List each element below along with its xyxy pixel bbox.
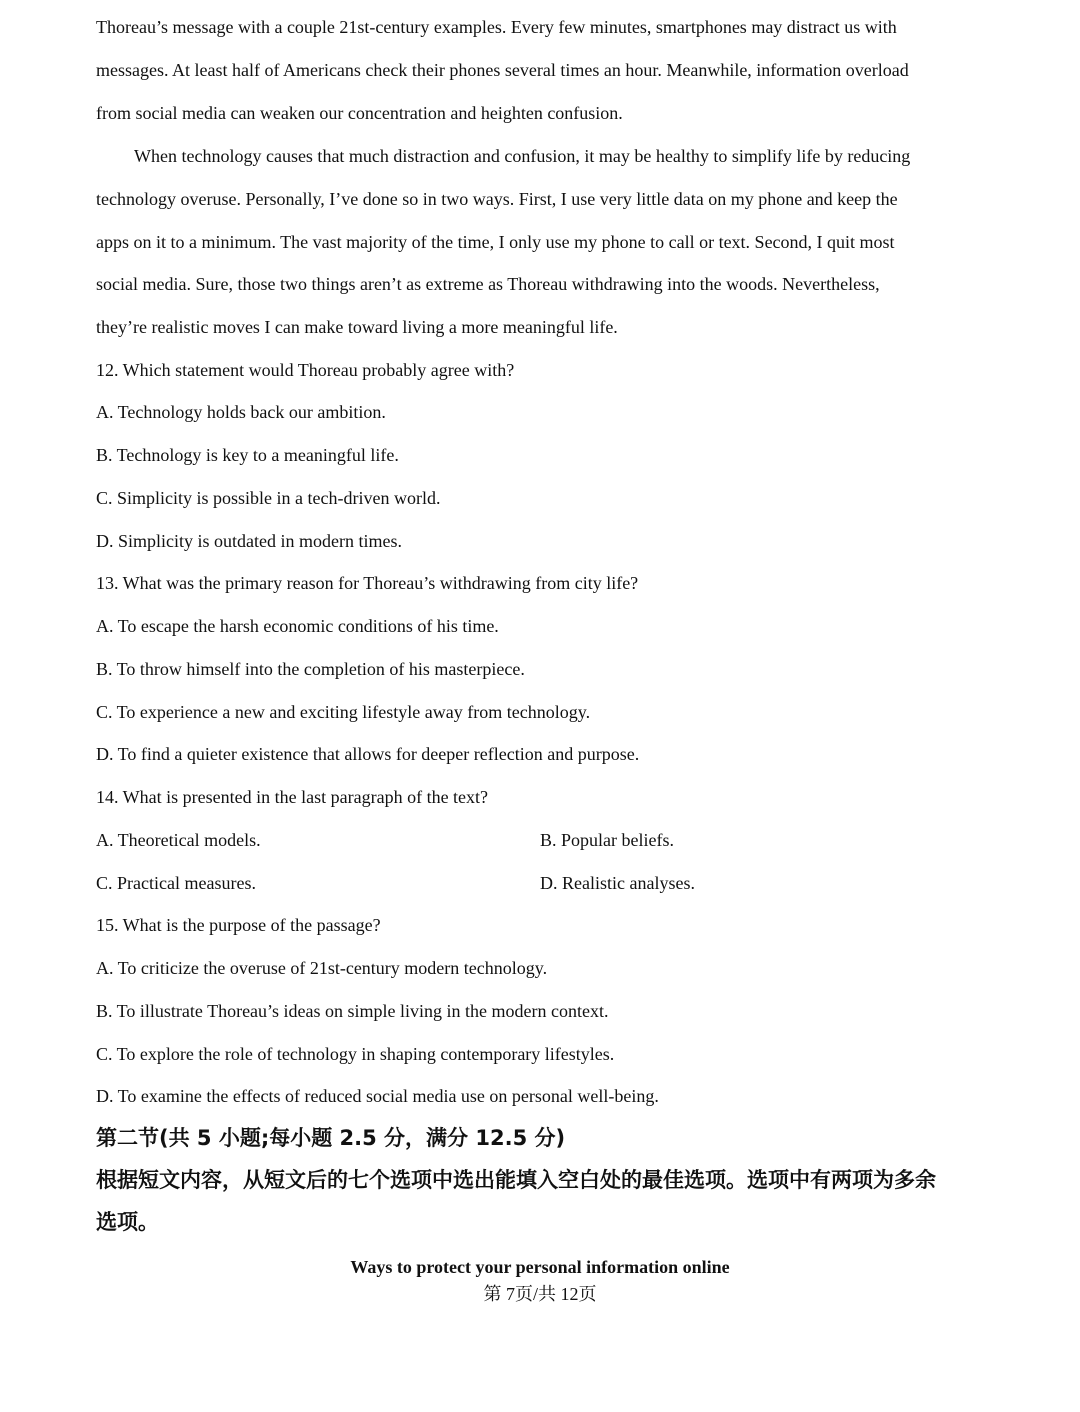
question-12-option-a: A. Technology holds back our ambition. (96, 402, 386, 422)
question-13-stem: 13. What was the primary reason for Thoreau’s withdrawing from city life? (96, 573, 639, 593)
question-14-option-b: B. Popular beliefs. (540, 830, 674, 850)
passage-title: Ways to protect your personal information online (350, 1257, 730, 1277)
section-heading: 第二节(共 5 小题;每小题 2.5 分，满分 12.5 分) (96, 1126, 566, 1150)
question-14-option-a: A. Theoretical models. (96, 830, 261, 850)
passage-line: technology overuse. Personally, I’ve done so in two ways. First, I use very little data on my phone and keep the (96, 189, 898, 209)
question-14-stem: 14. What is presented in the last paragraph of the text? (96, 787, 489, 807)
passage-line: they’re realistic moves I can make toward living a more meaningful life. (96, 317, 618, 337)
question-15-option-c: C. To explore the role of technology in shaping contemporary lifestyles. (96, 1044, 615, 1064)
question-14-option-c: C. Practical measures. (96, 873, 256, 893)
question-12-stem: 12. Which statement would Thoreau probably agree with? (96, 360, 515, 380)
question-14-option-d: D. Realistic analyses. (540, 873, 695, 893)
question-12-option-c: C. Simplicity is possible in a tech-driven world. (96, 488, 441, 508)
question-13-option-a: A. To escape the harsh economic conditions of his time. (96, 616, 499, 636)
question-13-option-b: B. To throw himself into the completion of his masterpiece. (96, 659, 525, 679)
question-12-option-d: D. Simplicity is outdated in modern times. (96, 531, 402, 551)
passage-line: apps on it to a minimum. The vast majority of the time, I only use my phone to call or text. Second, I quit most (96, 232, 895, 252)
question-13-option-c: C. To experience a new and exciting lifestyle away from technology. (96, 702, 591, 722)
passage-line: social media. Sure, those two things aren’t as extreme as Thoreau withdrawing into the woods. Nevertheless, (96, 274, 880, 294)
page-number: 第 7页/共 12页 (483, 1284, 597, 1304)
question-13-option-d: D. To find a quieter existence that allows for deeper reflection and purpose. (96, 744, 640, 764)
question-15-option-d: D. To examine the effects of reduced social media use on personal well-being. (96, 1086, 659, 1106)
passage-line: messages. At least half of Americans check their phones several times an hour. Meanwhile, information overload (96, 60, 909, 80)
section-instructions-line: 根据短文内容，从短文后的七个选项中选出能填入空白处的最佳选项。选项中有两项为多余 (96, 1168, 936, 1192)
question-15-option-b: B. To illustrate Thoreau’s ideas on simple living in the modern context. (96, 1001, 609, 1021)
passage-line: When technology causes that much distraction and confusion, it may be healthy to simplify life by reducing (134, 146, 911, 166)
question-12-option-b: B. Technology is key to a meaningful life. (96, 445, 399, 465)
section-instructions-line: 选项。 (96, 1210, 159, 1234)
passage-line: from social media can weaken our concentration and heighten confusion. (96, 103, 623, 123)
passage-line: Thoreau’s message with a couple 21st-century examples. Every few minutes, smartphones may distract us with (96, 17, 897, 37)
question-15-stem: 15. What is the purpose of the passage? (96, 915, 381, 935)
question-15-option-a: A. To criticize the overuse of 21st-century modern technology. (96, 958, 548, 978)
